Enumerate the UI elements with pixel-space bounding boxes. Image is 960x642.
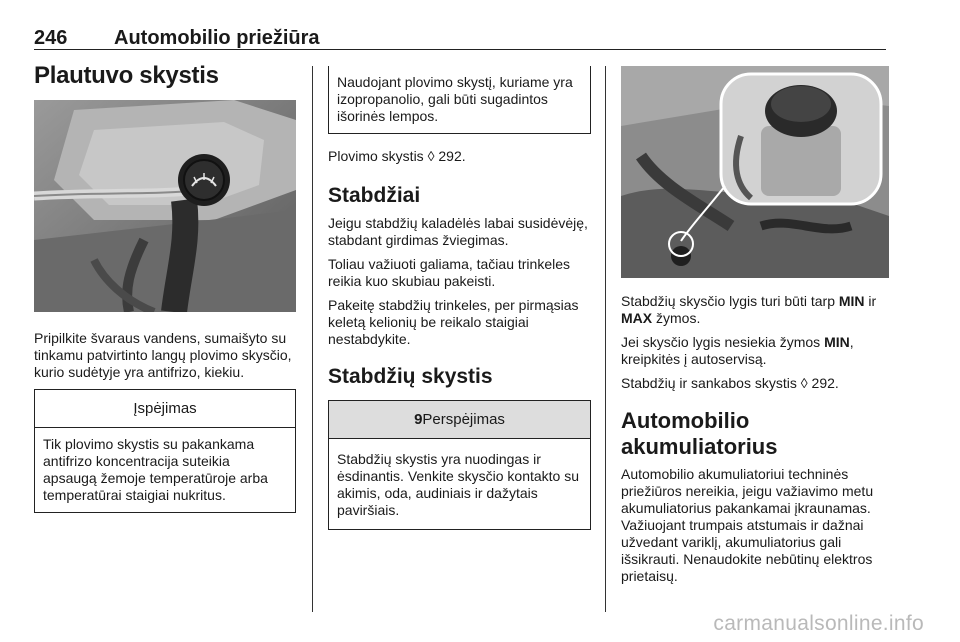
battery-paragraph: Automobilio akumuliatoriui techninės priežiūros nereikia, jeigu važiavimo metu akumuliatorius pakankamai įkraunamas. Važiuojant trumpais atstumais ir dažnai užvedant variklį, akumuliatorius gali išsikrauti. Nenaudokite nebūtinų elektros prietaisų. (621, 466, 874, 584)
warning-header (329, 401, 590, 439)
column-2 (328, 66, 591, 530)
column-1 (34, 62, 296, 513)
warning-body: Stabdžių skystis yra nuodingas ir ėsdinantis. Venkite skysčio kontakto su akimis, oda, audiniais ir dažytais paviršiais. (337, 451, 580, 518)
caution-notice-continued (328, 66, 591, 134)
section-heading-brake-fluid: Stabdžių skystis (328, 365, 493, 388)
warning-notice (328, 400, 591, 530)
page-number: 246 (34, 27, 68, 49)
brake-fluid-photo (621, 66, 889, 278)
warning-title: Perspėjimas (422, 411, 505, 428)
max-mark-label: MAX (621, 310, 653, 326)
section-heading-washer-fluid: Plautuvo skystis (34, 62, 219, 89)
watermark: carmanualsonline.info (713, 612, 924, 635)
caution-body: Tik plovimo skystis su pakankama antifrizo koncentracija suteikia apsaugą žemoje temperatūroje arba temperatūrai staigiai nukritus. (43, 436, 268, 503)
brake-reservoir-illustration (621, 66, 889, 278)
min-mark-label: MIN (838, 293, 865, 309)
warning-triangle-icon: 9 (414, 411, 423, 428)
washer-fluid-instructions: Pripilkite švaraus vandens, sumaišyto su tinkamu patvirtinto langų plovimo skysčio, kurio sudėtyje yra antifrizo, kiekiu. (34, 330, 292, 380)
washer-fluid-reference: Plovimo skystis ◊ 292. (328, 148, 466, 164)
page-header (34, 27, 886, 50)
caution-continued-body: Naudojant plovimo skystį, kuriame yra izopropanolio, gali būti sugadintos išorinės lempos. (337, 74, 573, 124)
column-divider (605, 66, 606, 612)
section-heading-brakes: Stabdžiai (328, 184, 421, 207)
washer-reservoir-illustration (34, 100, 296, 312)
section-heading-battery: Automobilio akumuliatorius (621, 408, 778, 459)
brake-fluid-level-text: Stabdžių skysčio lygis turi būti tarp MIN ir MAX žymos. (621, 293, 877, 326)
column-3 (621, 66, 889, 592)
brake-fluid-low-text: Jei skysčio lygis nesiekia žymos MIN, kreipkitės į autoservisą. (621, 334, 854, 367)
brake-clutch-fluid-reference: Stabdžių ir sankabos skystis ◊ 292. (621, 375, 839, 391)
page-reference-arrow-icon: ◊ (427, 148, 435, 164)
brakes-paragraph-1: Jeigu stabdžių kaladėlės labai susidėvėję, stabdant girdimas žviegimas. (328, 215, 588, 248)
min-mark-label: MIN (824, 334, 850, 350)
washer-fluid-photo (34, 100, 296, 312)
column-divider (312, 66, 313, 612)
caution-title: Įspėjimas (35, 390, 295, 428)
brakes-paragraph-3: Pakeitę stabdžių trinkeles, per pirmąsias keletą kelionių be reikalo staigiai nestabdykite. (328, 297, 579, 347)
brakes-paragraph-2: Toliau važiuoti galiama, tačiau trinkeles reikia kuo skubiau pakeisti. (328, 256, 571, 289)
running-title: Automobilio priežiūra (114, 27, 320, 49)
page-reference-arrow-icon: ◊ (800, 375, 808, 391)
caution-notice (34, 389, 296, 513)
